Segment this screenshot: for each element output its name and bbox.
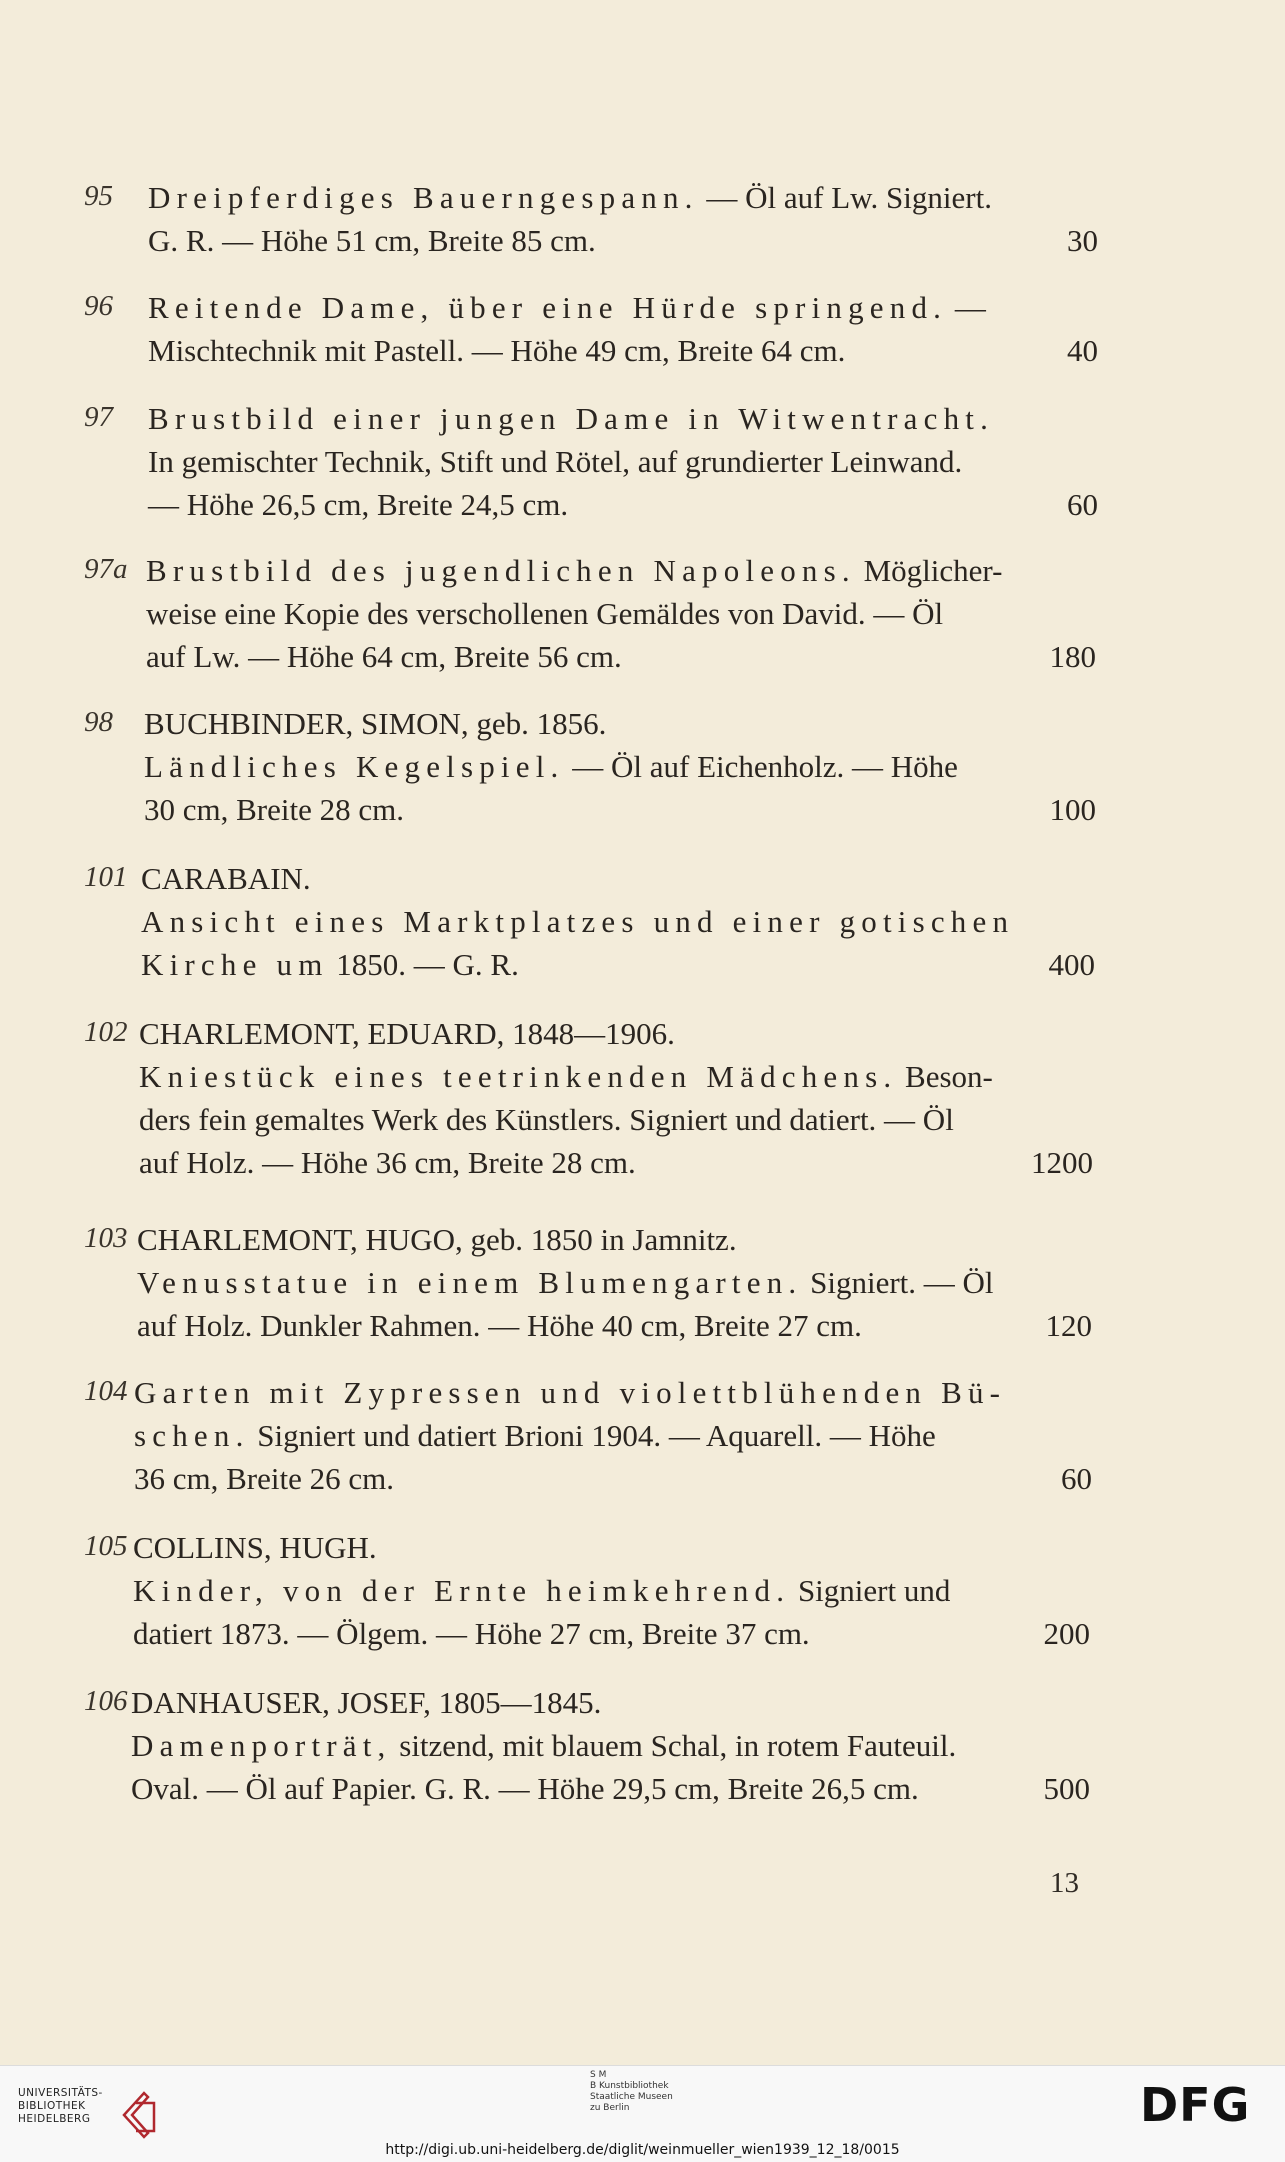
library-emblem-icon [114, 2085, 170, 2141]
entry-line: Kniestück eines teetrinkenden Mädchens. Beson- [139, 1059, 993, 1094]
entry-line [139, 1016, 675, 1052]
lot-number: 105 [84, 1530, 128, 1562]
artwork-title: Ländliches Kegelspiel. [144, 749, 565, 784]
museum-logo[interactable]: S M B Kunstbibliothek Staatliche Museen zu Berlin [590, 2070, 673, 2113]
price: 1200 [1031, 1145, 1093, 1180]
price: 120 [1045, 1308, 1092, 1343]
lot-number: 96 [84, 290, 113, 322]
entry-line [141, 861, 311, 897]
entry-line [134, 1375, 1006, 1411]
entry-line: 36 cm, Breite 26 cm. [134, 1461, 394, 1496]
permalink-url[interactable]: http://digi.ub.uni-heidelberg.de/diglit/weinmueller_wien1939_12_18/0015 [385, 2142, 900, 2158]
artist-name: BUCHBINDER, SIMON, geb. 1856. [144, 706, 607, 741]
artwork-title: Dreipferdiges Bauerngespann. [148, 180, 699, 215]
entry-line: auf Holz. Dunkler Rahmen. — Höhe 40 cm, Breite 27 cm. [137, 1308, 862, 1343]
lot-number: 101 [84, 861, 128, 893]
price: 500 [1043, 1771, 1090, 1806]
price: 60 [1067, 487, 1098, 522]
entry-line: Brustbild des jugendlichen Napoleons. Möglicher- [146, 553, 1003, 588]
entry-line: weise eine Kopie des verschollenen Gemäldes von David. — Öl [146, 596, 944, 631]
entry-line: datiert 1873. — Ölgem. — Höhe 27 cm, Breite 37 cm. [133, 1616, 810, 1651]
entry-line: Oval. — Öl auf Papier. G. R. — Höhe 29,5 cm, Breite 26,5 cm. [131, 1771, 919, 1806]
lot-number: 98 [84, 706, 113, 738]
artwork-title: Kniestück eines teetrinkenden Mädchens. [139, 1059, 898, 1094]
university-library-logo[interactable] [18, 2085, 168, 2145]
entry-line [133, 1530, 377, 1566]
price: 30 [1067, 223, 1098, 258]
entry-line: Kinder, von der Ernte heimkehrend. Signiert und [133, 1573, 951, 1608]
artist-name: CHARLEMONT, HUGO, geb. 1850 in Jamnitz. [137, 1222, 737, 1257]
entry-line [131, 1685, 601, 1721]
lot-number: 104 [84, 1375, 128, 1407]
artist-name: CARABAIN. [141, 861, 311, 896]
entry-line: Kirche um 1850. — G. R. [141, 947, 519, 982]
entry-line: Dreipferdiges Bauerngespann. — Öl auf Lw. Signiert. [148, 180, 992, 215]
lot-number: 95 [84, 180, 113, 212]
entry-line: Venusstatue in einem Blumengarten. Signiert. — Öl [137, 1265, 994, 1300]
entry-line: Ländliches Kegelspiel. — Öl auf Eichenholz. — Höhe [144, 749, 958, 784]
entry-line [141, 904, 1014, 940]
lot-number: 97a [84, 553, 128, 585]
entry-line: 30 cm, Breite 28 cm. [144, 792, 404, 827]
entry-line: — Höhe 26,5 cm, Breite 24,5 cm. [148, 487, 569, 522]
price: 40 [1067, 333, 1098, 368]
artwork-title: Kinder, von der Ernte heimkehrend. [133, 1573, 791, 1608]
entry-line: In gemischter Technik, Stift und Rötel, auf grundierter Leinwand. [148, 444, 963, 479]
price: 400 [1048, 947, 1095, 982]
entry-line: G. R. — Höhe 51 cm, Breite 85 cm. [148, 223, 596, 258]
lot-number: 97 [84, 401, 113, 433]
entry-line [144, 706, 606, 742]
page-number: 13 [1050, 1867, 1079, 1899]
price: 100 [1049, 792, 1096, 827]
price: 60 [1061, 1461, 1092, 1496]
entry-line [137, 1222, 737, 1258]
entry-line: Reitende Dame, über eine Hürde springend. — [148, 290, 986, 325]
artist-name: DANHAUSER, JOSEF, 1805—1845. [131, 1685, 602, 1720]
library-name: UNIVERSITÄTS- BIBLIOTHEK HEIDELBERG [18, 2087, 103, 2125]
entry-line: Mischtechnik mit Pastell. — Höhe 49 cm, Breite 64 cm. [148, 333, 846, 368]
artwork-title: Damenporträt, [131, 1728, 392, 1763]
entry-line: auf Holz. — Höhe 36 cm, Breite 28 cm. [139, 1145, 636, 1180]
artwork-title: Brustbild des jugendlichen Napoleons. [146, 553, 856, 588]
lot-number: 102 [84, 1016, 128, 1048]
price: 200 [1043, 1616, 1090, 1651]
artwork-title: Garten mit Zypressen und violettblühenden Bü- [134, 1375, 1007, 1410]
artwork-title: Venusstatue in einem Blumengarten. [137, 1265, 803, 1300]
lot-number: 103 [84, 1222, 128, 1254]
entry-line [148, 401, 994, 437]
entry-line: ders fein gemaltes Werk des Künstlers. Signiert und datiert. — Öl [139, 1102, 954, 1137]
artwork-title: Ansicht eines Marktplatzes und einer gotischen [141, 904, 1015, 939]
entry-line: schen. Signiert und datiert Brioni 1904. — Aquarell. — Höhe [134, 1418, 936, 1453]
artwork-title: Brustbild einer jungen Dame in Witwentracht. [148, 401, 995, 436]
artist-name: CHARLEMONT, EDUARD, 1848—1906. [139, 1016, 675, 1051]
price: 180 [1049, 639, 1096, 674]
artist-name: COLLINS, HUGH. [133, 1530, 377, 1565]
dfg-logo[interactable]: DFG [1140, 2078, 1251, 2132]
entry-line: auf Lw. — Höhe 64 cm, Breite 56 cm. [146, 639, 622, 674]
lot-number: 106 [84, 1685, 128, 1717]
artwork-title: Reitende Dame, über eine Hürde springend. [148, 290, 948, 325]
entry-line: Damenporträt, sitzend, mit blauem Schal, in rotem Fauteuil. [131, 1728, 957, 1763]
